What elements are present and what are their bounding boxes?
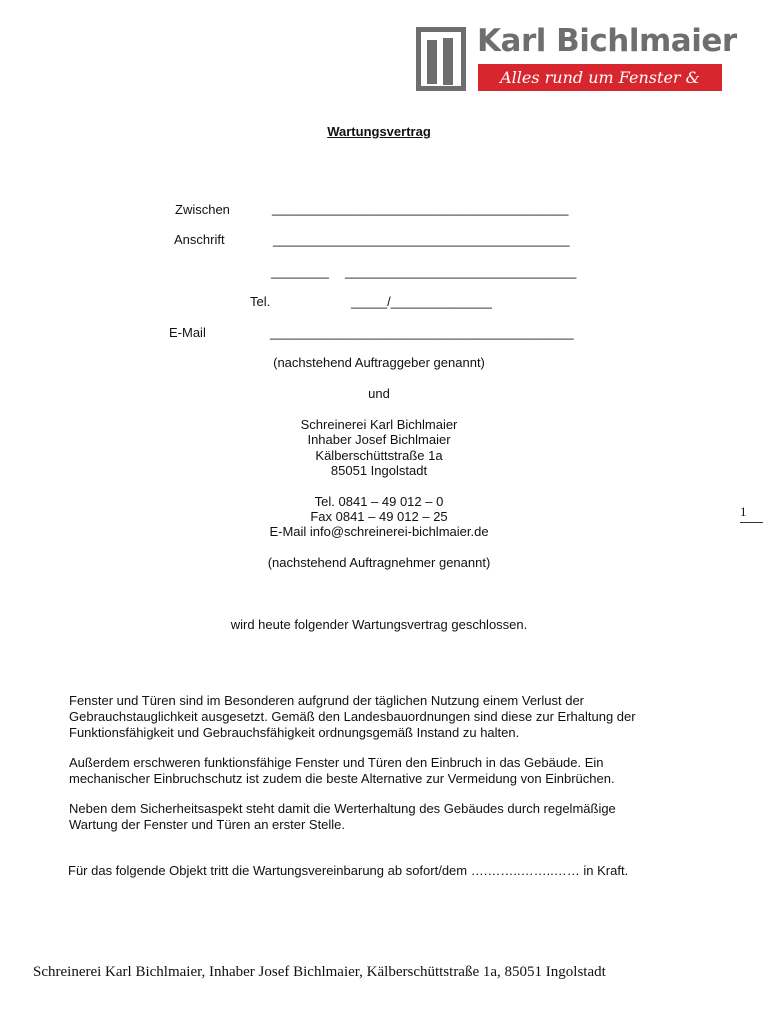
- contractor-fax: Fax 0841 – 49 012 – 25: [310, 509, 448, 524]
- window-icon: [416, 27, 466, 91]
- page-number: 1: [740, 504, 747, 519]
- contractor-street: Kälberschüttstraße 1a: [315, 448, 443, 463]
- paragraph-line: Außerdem erschweren funktionsfähige Fenster und Türen den Einbruch in das Gebäude. Ein: [69, 755, 604, 770]
- paragraph-line: Wartung der Fenster und Türen an erster Stelle.: [69, 817, 346, 832]
- anschrift-label: Anschrift: [174, 232, 225, 247]
- contractor-note: (nachstehend Auftragnehmer genannt): [267, 555, 491, 570]
- margin-rule: [740, 522, 763, 523]
- company-slogan: Alles rund um Fenster & Türen: [478, 64, 722, 91]
- page-footer: Schreinerei Karl Bichlmaier, Inhaber Josef Bichlmaier, Kälberschüttstraße 1a, 85051 Ingolstadt: [33, 964, 606, 980]
- company-logo-name: Karl Bichlmaier: [477, 23, 737, 59]
- window-pane-left: [427, 40, 437, 84]
- client-note: (nachstehend Auftraggeber genannt): [273, 355, 485, 370]
- paragraph-line: mechanischer Einbruchschutz ist zudem die beste Alternative zur Vermeidung von Einbrüchen.: [69, 771, 615, 786]
- und-text: und: [368, 386, 390, 401]
- contractor-tel: Tel. 0841 – 49 012 – 0: [314, 494, 444, 509]
- address-city-field[interactable]: ________________________________: [345, 264, 577, 279]
- contractor-name: Schreinerei Karl Bichlmaier: [300, 417, 458, 432]
- email-label: E-Mail: [169, 325, 206, 340]
- email-field[interactable]: __________________________________________: [270, 325, 574, 340]
- zwischen-field[interactable]: _________________________________________: [272, 201, 569, 216]
- contract-intro: wird heute folgender Wartungsvertrag geschlossen.: [230, 617, 528, 632]
- tel-label: Tel.: [250, 294, 271, 309]
- contractor-owner: Inhaber Josef Bichlmaier: [307, 432, 451, 447]
- document-title: Wartungsvertrag: [327, 124, 431, 139]
- paragraph-line: Gebrauchstauglichkeit ausgesetzt. Gemäß den Landesbauordnungen sind diese zur Erhaltung der: [69, 709, 636, 724]
- paragraph-line: Funktionsfähigkeit und Gebrauchsfähigkeit ordnungsgemäß Instand zu halten.: [69, 725, 520, 740]
- address-zip-field[interactable]: ________: [271, 264, 329, 279]
- effective-date-line[interactable]: Für das folgende Objekt tritt die Wartungsvereinbarung ab sofort/dem ….……..……..…… in Kraft.: [68, 863, 629, 878]
- paragraph-line: Neben dem Sicherheitsaspekt steht damit die Werterhaltung des Gebäudes durch regelmäßige: [69, 801, 616, 816]
- anschrift-field[interactable]: _________________________________________: [273, 232, 570, 247]
- contractor-email: E-Mail info@schreinerei-bichlmaier.de: [269, 524, 489, 539]
- contractor-city: 85051 Ingolstadt: [330, 463, 428, 478]
- zwischen-label: Zwischen: [175, 202, 230, 217]
- paragraph-line: Fenster und Türen sind im Besonderen aufgrund der täglichen Nutzung einem Verlust der: [69, 693, 585, 708]
- tel-field[interactable]: _____/______________: [351, 294, 492, 309]
- window-pane-right: [443, 38, 453, 85]
